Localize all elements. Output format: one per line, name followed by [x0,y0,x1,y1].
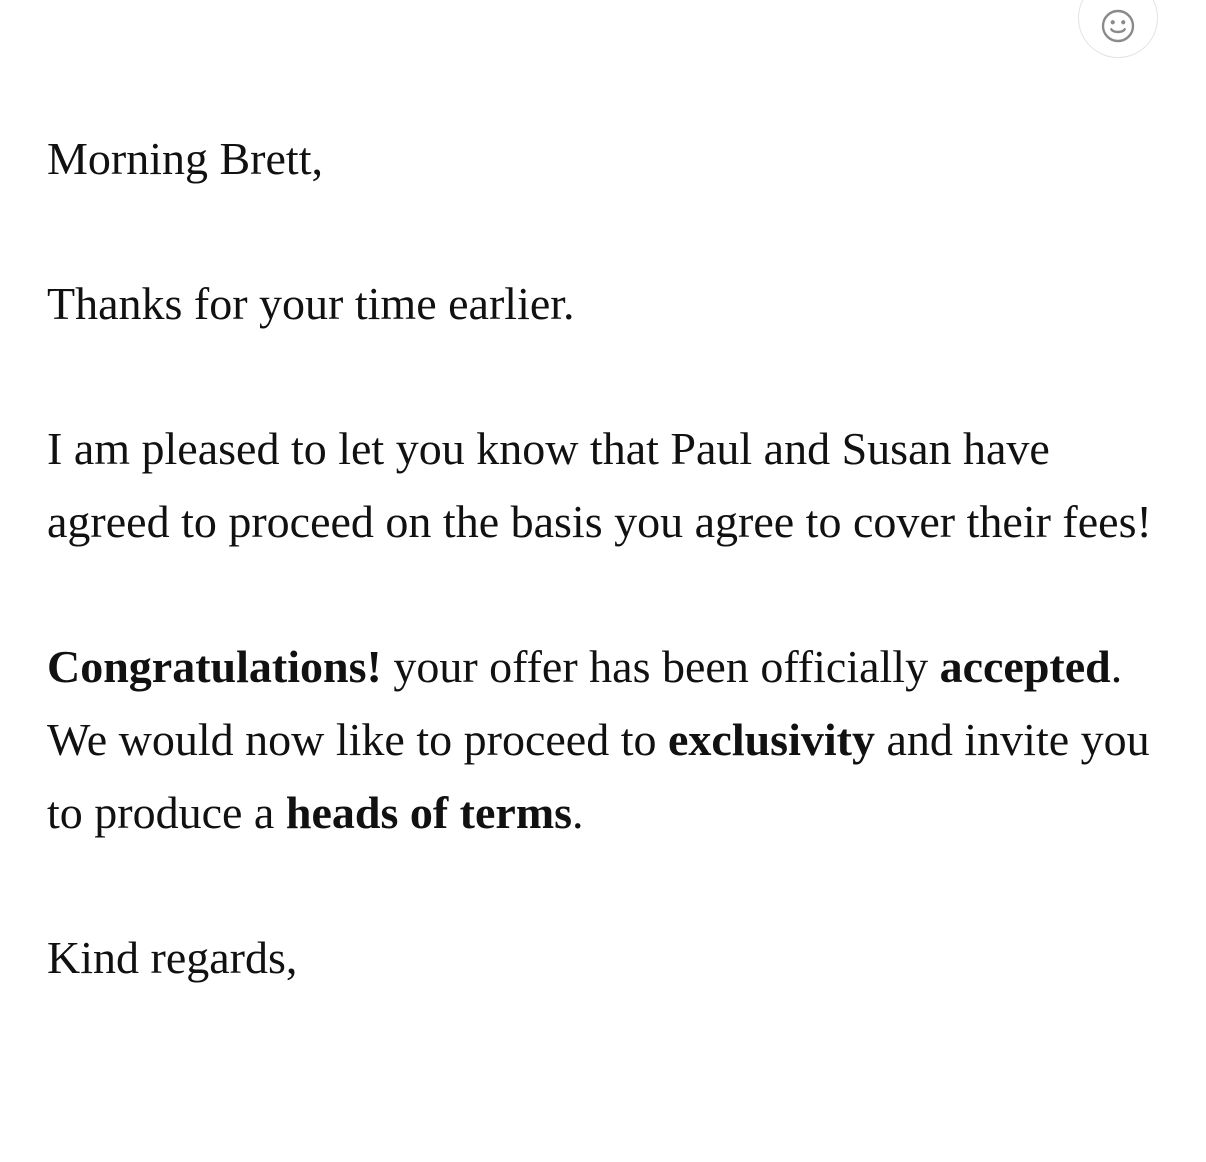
add-reaction-button[interactable] [1078,0,1158,58]
greeting-text: Morning Brett, [47,133,323,184]
thanks-text: Thanks for your time earlier. [47,278,575,329]
offer-accepted-text: your offer has been officially [381,641,940,692]
heads-of-terms-text: heads of terms [285,787,573,838]
email-body [47,122,1167,1066]
congratulations-text: Congratulations! [47,641,382,692]
closing-text: Kind regards, [47,932,298,983]
period-text: . [572,787,584,838]
exclusivity-text: exclusivity [667,714,875,765]
congratulations-paragraph [47,630,1167,849]
offer-paragraph: I am pleased to let you know that Paul and Susan have agreed to proceed on the basis you agree to cover their fees! [47,423,1152,547]
accepted-text: accepted [939,641,1111,692]
proceed-text: . We would now like to proceed to [47,641,1123,765]
smiley-face-icon [1100,8,1136,49]
invite-text: and invite you to produce a [47,714,1150,838]
